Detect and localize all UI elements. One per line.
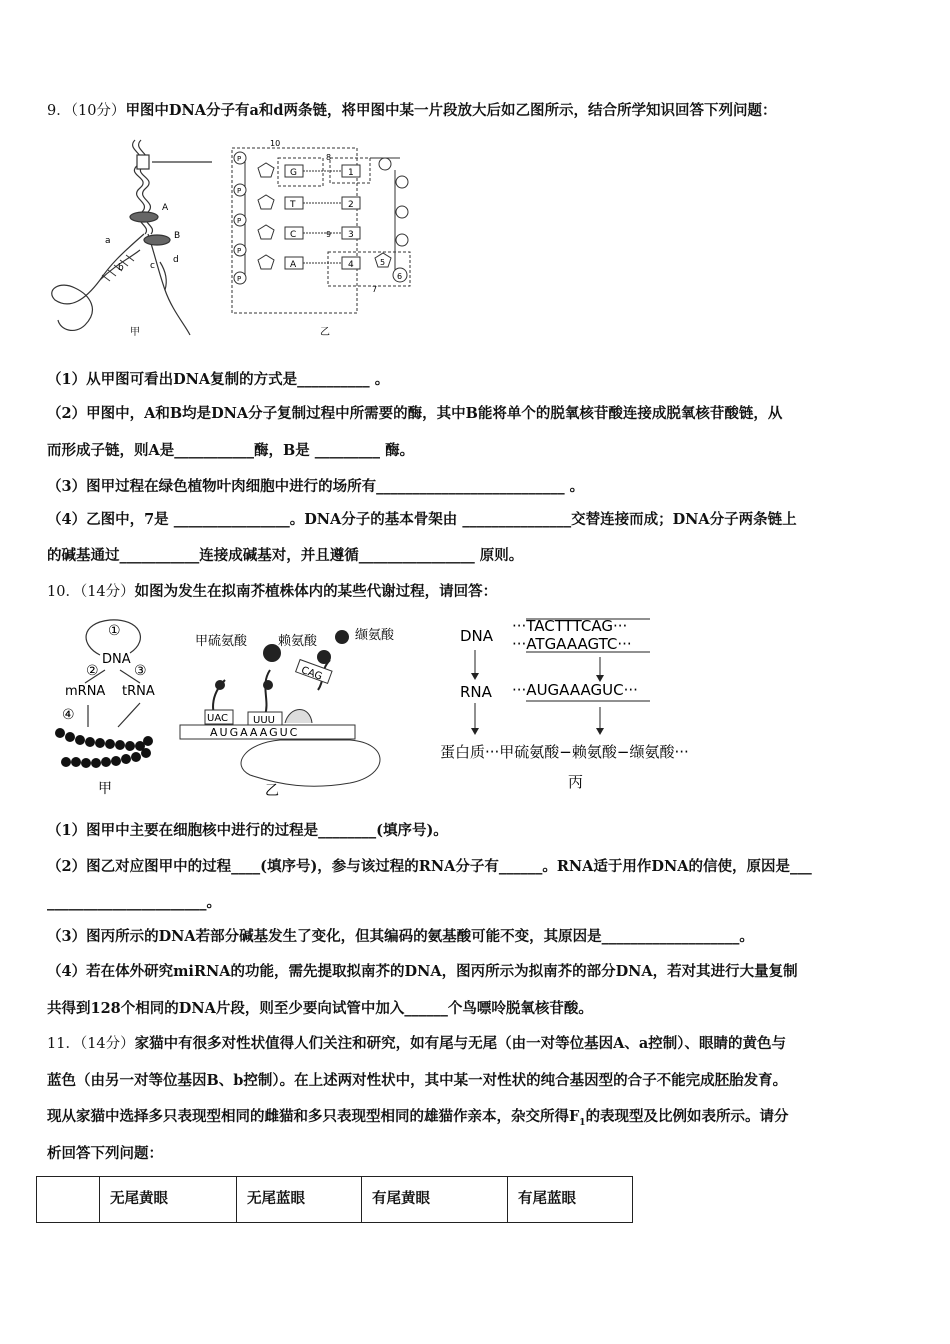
fig10-strand2: ···ATGAAAGTC··· [512, 635, 632, 653]
fig9-P2: P [237, 187, 242, 195]
fig10-strand1: ···TACTTTCAG··· [512, 617, 628, 635]
fig9-P5: P [237, 275, 242, 283]
fig10-anti1: UAC [207, 713, 228, 724]
q9-p2a: （2）甲图中，A和B均是DNA分子复制过程中所需要的酶，其中B能将单个的脱氧核苷酸连接成脱氧核苷酸链，从 [47, 405, 783, 422]
q11-stem3-sub: 1 [579, 1117, 586, 1128]
fig9-P3: P [237, 217, 242, 225]
q9-figure [40, 130, 440, 345]
q9-number: 9． [47, 103, 71, 119]
fig10-jia-label: 甲 [98, 781, 112, 797]
fig9-C: C [290, 230, 297, 240]
q9-stem [47, 101, 777, 121]
fig9-P4: P [237, 247, 242, 255]
fig10-anti3: CAG [299, 665, 324, 683]
q10-stem-text: 如图为发生在拟南芥植株体内的某些代谢过程，请回答： [134, 583, 498, 600]
fig9-P1: P [237, 155, 242, 163]
fig9-c-label: c [150, 261, 155, 271]
fig9-n2: 2 [348, 200, 354, 210]
fig10-anti2: UUU [253, 715, 275, 726]
table-header-cell: 有尾黄眼 [362, 1177, 508, 1223]
q11-score: （14分） [79, 1036, 135, 1052]
fig9-a-label: a [105, 236, 111, 246]
fig10-c3: ③ [134, 663, 147, 679]
fig9-n6: 6 [397, 272, 403, 281]
fig10-trna: tRNA [122, 684, 155, 699]
fig9-T: T [290, 200, 296, 210]
table-header-cell: 无尾蓝眼 [237, 1177, 362, 1223]
fig10-rna-label: RNA [460, 683, 492, 701]
q9-p2b: 而形成子链，则A是___________酶，B是 _________ 酶。 [47, 442, 415, 459]
q10-p2b: ______________________。 [47, 894, 221, 911]
q11-table [36, 1176, 633, 1223]
fig9-d-label: d [173, 255, 179, 265]
fig9-b-label: b [118, 263, 124, 273]
q11-stem4: 析回答下列问题： [47, 1145, 163, 1162]
fig9-n9: 9 [326, 230, 332, 239]
fig10-val: 缬氨酸 [355, 628, 395, 643]
q10-score: （14分） [79, 584, 135, 600]
q11-stem [47, 1034, 786, 1054]
fig9-B-label: B [174, 231, 181, 241]
q11-stem3 [47, 1107, 789, 1133]
fig9-n8: 8 [326, 153, 332, 162]
q10-p4a: （4）若在体外研究miRNA的功能，需先提取拟南芥的DNA，图丙所示为拟南芥的部分DNA，若对其进行大量复制 [47, 963, 798, 980]
q10-figure [50, 615, 770, 805]
fig10-mrna: mRNA [65, 684, 106, 699]
q10-number: 10． [47, 584, 80, 600]
q10-p3: （3）图丙所示的DNA若部分碱基发生了变化，但其编码的氨基酸可能不变，其原因是___________________。 [47, 928, 754, 945]
table-cell-blank [37, 1177, 100, 1223]
fig9-n10: 10 [270, 139, 281, 148]
fig10-c1: ① [108, 623, 121, 639]
fig9-yi-label: 乙 [320, 327, 330, 338]
q11-stem2: 蓝色（由另一对等位基因B、b控制）。在上述两对性状中，其中某一对性状的纯合基因型的合子不能完成胚胎发育。 [47, 1072, 788, 1089]
fig10-dna-label: DNA [460, 627, 494, 645]
q9-stem-text: 甲图中DNA分子有a和d两条链，将甲图中某一片段放大后如乙图所示，结合所学知识回答下列问题： [125, 102, 777, 119]
q10-p4b: 共得到128个相同的DNA片段，则至少要向试管中加入______个鸟嘌呤脱氧核苷酸。 [47, 1000, 593, 1017]
fig10-met: 甲硫氨酸 [195, 634, 248, 649]
fig9-G: G [290, 168, 297, 178]
fig10-dna: DNA [102, 652, 131, 667]
fig10-protein: 蛋白质···甲硫氨酸−赖氨酸−缬氨酸··· [440, 743, 689, 761]
fig10-yi-label: 乙 [265, 783, 279, 799]
table-row [37, 1177, 633, 1223]
fig10-c2: ② [86, 663, 99, 679]
q9-p3: （3）图甲过程在绿色植物叶肉细胞中进行的场所有__________________________ 。 [47, 478, 585, 495]
fig10-bing-label: 丙 [568, 773, 584, 791]
q9-p1: （1）从甲图可看出DNA复制的方式是__________ 。 [47, 371, 390, 388]
fig9-n3: 3 [348, 230, 354, 240]
fig10-lys: 赖氨酸 [278, 634, 318, 649]
q11-stem3b: 的表现型及比例如表所示。请分 [585, 1108, 789, 1125]
fig10-rna-seq: ···AUGAAAGUC··· [512, 681, 638, 699]
q9-p4b: 的碱基通过___________连接成碱基对，并且遵循________________ 原则。 [47, 547, 524, 564]
q11-stem1: 家猫中有很多对性状值得人们关注和研究，如有尾与无尾（由一对等位基因A、a控制）、眼睛的黄色与 [134, 1035, 787, 1052]
q10-p1: （1）图甲中主要在细胞核中进行的过程是________(填序号)。 [47, 822, 448, 839]
fig9-n1: 1 [348, 168, 354, 178]
fig9-n4: 4 [348, 260, 354, 270]
fig9-A-base: A [290, 260, 297, 270]
fig9-jia-label: 甲 [130, 327, 140, 338]
fig9-n5: 5 [380, 258, 386, 267]
q11-stem3a: 现从家猫中选择多只表现型相同的雌猫和多只表现型相同的雄猫作亲本，杂交所得F [47, 1108, 580, 1125]
fig9-n7: 7 [372, 285, 378, 294]
table-header-cell: 有尾蓝眼 [508, 1177, 633, 1223]
q10-p2a: （2）图乙对应图甲中的过程____(填序号)，参与该过程的RNA分子有______。RNA适于用作DNA的信使，原因是___ [47, 858, 812, 875]
fig9-A-label: A [162, 203, 169, 213]
fig10-c4: ④ [62, 707, 75, 723]
q10-stem [47, 582, 497, 602]
fig10-mrna-seq: AUGAAAGUC [210, 726, 300, 739]
table-header-cell: 无尾黄眼 [100, 1177, 237, 1223]
q9-p4a: （4）乙图中，7是 ________________。DNA分子的基本骨架由 _______________交替连接而成；DNA分子两条链上 [47, 511, 797, 528]
q11-number: 11． [47, 1036, 80, 1052]
q9-score: （10分） [70, 103, 126, 119]
